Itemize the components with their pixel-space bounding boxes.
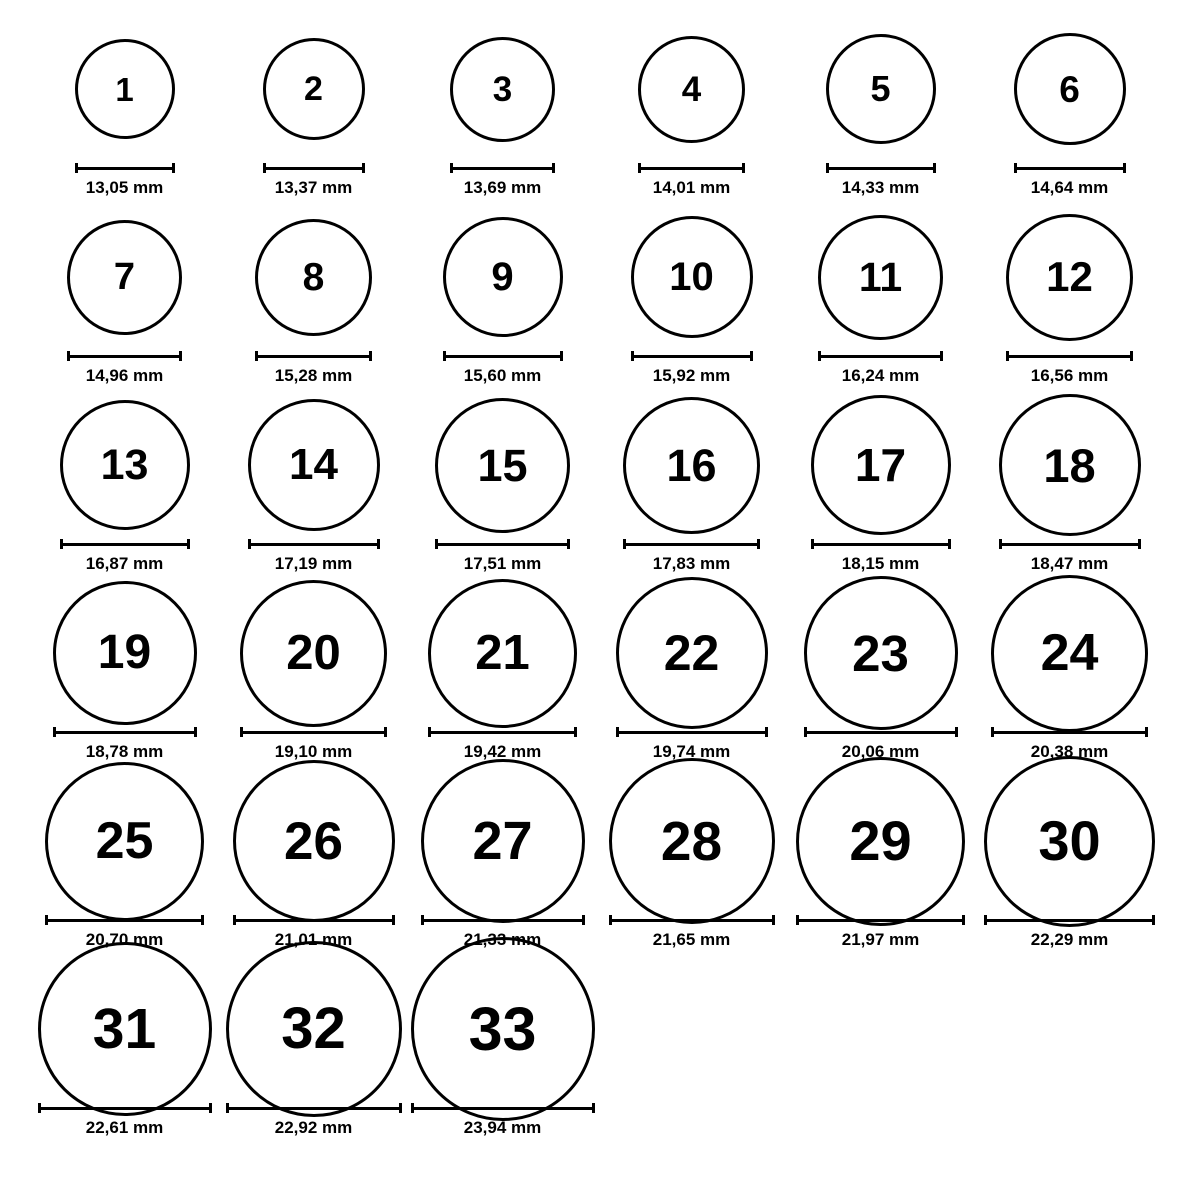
diameter-label: 22,29 mm xyxy=(1030,930,1109,949)
ring-circle-wrap xyxy=(38,958,212,1100)
ring-size-cell xyxy=(786,206,975,394)
ring-circle-wrap xyxy=(631,206,753,348)
diameter-label: 20,70 mm xyxy=(85,930,164,949)
ring-size-number: 5 xyxy=(870,68,891,109)
ring-size-number: 12 xyxy=(1046,253,1093,300)
diameter-label: 21,33 mm xyxy=(463,930,542,949)
measure-bar-line xyxy=(991,727,1148,737)
ring-size-cell xyxy=(219,770,408,958)
diameter-label: 17,83 mm xyxy=(652,554,731,573)
ring-circle xyxy=(999,394,1141,536)
ring-circle-wrap xyxy=(435,394,570,536)
ring-size-cell xyxy=(597,582,786,770)
ring-circle xyxy=(804,576,958,730)
ring-circle-wrap xyxy=(991,582,1148,724)
ring-circle-wrap xyxy=(263,18,365,160)
ring-circle-wrap xyxy=(233,770,395,912)
ring-circle xyxy=(818,215,943,340)
diameter-measure-bar xyxy=(240,726,387,738)
ring-circle-wrap xyxy=(984,770,1155,912)
ring-size-number: 29 xyxy=(849,809,912,872)
measure-bar-line xyxy=(984,915,1155,925)
measure-bar-line xyxy=(421,915,585,925)
measure-bar-line xyxy=(796,915,965,925)
ring-size-number: 15 xyxy=(477,439,528,491)
ring-size-number: 8 xyxy=(302,255,325,299)
ring-circle xyxy=(38,942,212,1116)
ring-size-cell xyxy=(408,958,597,1146)
ring-circle-wrap xyxy=(1006,206,1133,348)
measure-bar-line xyxy=(45,915,204,925)
ring-circle-wrap xyxy=(616,582,768,724)
diameter-label: 19,74 mm xyxy=(652,742,731,761)
measure-bar-line xyxy=(1006,351,1133,361)
measure-bar-line xyxy=(67,351,182,361)
diameter-measure-bar xyxy=(53,726,197,738)
ring-circle xyxy=(631,216,753,338)
ring-circle-wrap xyxy=(421,770,585,912)
ring-size-cell xyxy=(597,394,786,582)
ring-size-number: 3 xyxy=(492,69,513,109)
diameter-measure-bar xyxy=(248,538,380,550)
ring-size-number: 31 xyxy=(92,996,157,1061)
measure-bar-line xyxy=(233,915,395,925)
ring-circle-wrap xyxy=(53,582,197,724)
ring-circle-wrap xyxy=(75,18,175,160)
ring-size-number: 28 xyxy=(660,809,723,872)
ring-circle xyxy=(623,397,760,534)
ring-size-cell xyxy=(786,770,975,958)
measure-bar-line xyxy=(60,539,190,549)
ring-size-cell xyxy=(597,770,786,958)
measure-bar-line xyxy=(623,539,760,549)
diameter-label: 15,92 mm xyxy=(652,366,731,385)
ring-size-cell xyxy=(975,206,1164,394)
ring-size-cell xyxy=(408,18,597,206)
ring-circle xyxy=(233,760,395,922)
diameter-measure-bar xyxy=(796,914,965,926)
ring-size-cell xyxy=(30,206,219,394)
ring-circle xyxy=(1006,214,1133,341)
diameter-measure-bar xyxy=(999,538,1141,550)
diameter-label: 15,60 mm xyxy=(463,366,542,385)
ring-circle-wrap xyxy=(811,394,951,536)
diameter-label: 13,05 mm xyxy=(85,178,164,197)
ring-circle-wrap xyxy=(826,18,936,160)
ring-circle-wrap xyxy=(45,770,204,912)
ring-circle xyxy=(53,581,197,725)
measure-bar-line xyxy=(248,539,380,549)
ring-size-cell xyxy=(408,582,597,770)
ring-circle-wrap xyxy=(623,394,760,536)
measure-bar-line xyxy=(263,163,365,173)
diameter-label: 18,15 mm xyxy=(841,554,920,573)
ring-size-cell xyxy=(219,394,408,582)
ring-circle xyxy=(45,762,204,921)
ring-size-number: 16 xyxy=(666,439,717,491)
diameter-measure-bar xyxy=(233,914,395,926)
ring-circle-wrap xyxy=(67,206,182,348)
ring-size-cell xyxy=(786,582,975,770)
diameter-measure-bar xyxy=(428,726,577,738)
diameter-measure-bar xyxy=(38,1102,212,1114)
ring-circle xyxy=(75,39,175,139)
ring-size-cell xyxy=(219,206,408,394)
diameter-measure-bar xyxy=(638,162,745,174)
ring-circle-wrap xyxy=(255,206,372,348)
diameter-label: 13,37 mm xyxy=(274,178,353,197)
diameter-measure-bar xyxy=(609,914,775,926)
ring-circle xyxy=(811,395,951,535)
diameter-measure-bar xyxy=(818,350,943,362)
measure-bar-line xyxy=(1014,163,1126,173)
ring-circle xyxy=(411,937,595,1121)
ring-size-number: 25 xyxy=(95,812,154,870)
ring-size-cell xyxy=(597,206,786,394)
measure-bar-line xyxy=(999,539,1141,549)
ring-circle-wrap xyxy=(609,770,775,912)
diameter-measure-bar xyxy=(443,350,563,362)
ring-size-number: 11 xyxy=(858,253,903,300)
diameter-measure-bar xyxy=(411,1102,595,1114)
ring-size-number: 13 xyxy=(100,440,149,489)
diameter-measure-bar xyxy=(631,350,753,362)
ring-size-number: 20 xyxy=(286,625,341,680)
ring-size-number: 32 xyxy=(281,996,346,1061)
ring-size-number: 30 xyxy=(1038,809,1101,872)
ring-size-number: 22 xyxy=(663,625,720,681)
ring-size-cell xyxy=(219,958,408,1146)
ring-circle xyxy=(826,34,936,144)
diameter-label: 16,87 mm xyxy=(85,554,164,573)
measure-bar-line xyxy=(609,915,775,925)
ring-size-cell xyxy=(30,958,219,1146)
diameter-measure-bar xyxy=(1006,350,1133,362)
ring-circle xyxy=(609,758,775,924)
ring-circle-wrap xyxy=(804,582,958,724)
ring-circle-wrap xyxy=(60,394,190,536)
ring-circle-wrap xyxy=(240,582,387,724)
ring-circle-wrap xyxy=(450,18,555,160)
diameter-measure-bar xyxy=(623,538,760,550)
ring-size-cell xyxy=(975,770,1164,958)
diameter-label: 17,51 mm xyxy=(463,554,542,573)
diameter-measure-bar xyxy=(67,350,182,362)
ring-circle xyxy=(796,757,965,926)
measure-bar-line xyxy=(616,727,768,737)
diameter-label: 20,38 mm xyxy=(1030,742,1109,761)
ring-size-cell xyxy=(30,18,219,206)
ring-size-number: 6 xyxy=(1059,68,1080,110)
measure-bar-line xyxy=(811,539,951,549)
ring-size-number: 24 xyxy=(1040,624,1099,682)
measure-bar-line xyxy=(53,727,197,737)
diameter-label: 15,28 mm xyxy=(274,366,353,385)
diameter-label: 22,92 mm xyxy=(274,1118,353,1137)
ring-circle-wrap xyxy=(999,394,1141,536)
ring-size-cell xyxy=(975,18,1164,206)
diameter-measure-bar xyxy=(45,914,204,926)
ring-size-cell xyxy=(597,18,786,206)
diameter-measure-bar xyxy=(263,162,365,174)
ring-size-number: 19 xyxy=(97,626,152,679)
ring-size-number: 18 xyxy=(1043,438,1096,492)
ring-circle-wrap xyxy=(796,770,965,912)
ring-circle xyxy=(1014,33,1126,145)
ring-circle-wrap xyxy=(818,206,943,348)
diameter-label: 18,78 mm xyxy=(85,742,164,761)
ring-size-number: 14 xyxy=(289,440,338,489)
diameter-label: 14,01 mm xyxy=(652,178,731,197)
ring-size-cell xyxy=(30,582,219,770)
ring-size-number: 1 xyxy=(115,70,134,108)
ring-circle-wrap xyxy=(226,958,402,1100)
ring-size-cell xyxy=(975,582,1164,770)
ring-size-cell xyxy=(786,18,975,206)
diameter-measure-bar xyxy=(60,538,190,550)
diameter-label: 16,24 mm xyxy=(841,366,920,385)
measure-bar-line xyxy=(38,1103,212,1113)
ring-circle xyxy=(248,399,380,531)
measure-bar-line xyxy=(428,727,577,737)
ring-circle xyxy=(421,759,585,923)
ring-size-number: 33 xyxy=(468,994,537,1063)
diameter-measure-bar xyxy=(255,350,372,362)
ring-size-number: 9 xyxy=(491,255,514,299)
diameter-measure-bar xyxy=(811,538,951,550)
ring-size-number: 4 xyxy=(681,69,702,109)
diameter-label: 16,56 mm xyxy=(1030,366,1109,385)
diameter-measure-bar xyxy=(421,914,585,926)
ring-size-cell xyxy=(408,770,597,958)
ring-circle xyxy=(450,37,555,142)
diameter-measure-bar xyxy=(826,162,936,174)
measure-bar-line xyxy=(411,1103,595,1113)
ring-size-cell xyxy=(219,18,408,206)
diameter-measure-bar xyxy=(984,914,1155,926)
ring-circle xyxy=(240,580,387,727)
ring-circle xyxy=(638,36,745,143)
ring-size-grid xyxy=(0,18,1200,1146)
ring-circle-wrap xyxy=(411,958,595,1100)
diameter-label: 14,96 mm xyxy=(85,366,164,385)
diameter-measure-bar xyxy=(991,726,1148,738)
ring-size-number: 17 xyxy=(854,439,907,491)
diameter-label: 21,97 mm xyxy=(841,930,920,949)
diameter-measure-bar xyxy=(450,162,555,174)
ring-circle xyxy=(255,219,372,336)
ring-circle xyxy=(263,38,365,140)
measure-bar-line xyxy=(226,1103,402,1113)
ring-circle xyxy=(984,756,1155,927)
diameter-measure-bar xyxy=(226,1102,402,1114)
ring-size-number: 26 xyxy=(284,811,343,871)
ring-circle xyxy=(67,220,182,335)
ring-size-number: 2 xyxy=(304,70,323,108)
diameter-label: 21,01 mm xyxy=(274,930,353,949)
diameter-label: 20,06 mm xyxy=(841,742,920,761)
diameter-label: 22,61 mm xyxy=(85,1118,164,1137)
ring-size-number: 10 xyxy=(669,255,714,299)
ring-size-cell xyxy=(975,394,1164,582)
measure-bar-line xyxy=(435,539,570,549)
ring-size-cell xyxy=(408,394,597,582)
diameter-label: 14,64 mm xyxy=(1030,178,1109,197)
ring-size-number: 27 xyxy=(472,811,533,871)
ring-circle-wrap xyxy=(443,206,563,348)
diameter-label: 14,33 mm xyxy=(841,178,920,197)
ring-circle-wrap xyxy=(1014,18,1126,160)
measure-bar-line xyxy=(450,163,555,173)
ring-circle xyxy=(226,941,402,1117)
ring-size-cell xyxy=(30,770,219,958)
ring-size-cell xyxy=(219,582,408,770)
measure-bar-line xyxy=(443,351,563,361)
ring-circle xyxy=(428,579,577,728)
ring-size-cell xyxy=(408,206,597,394)
measure-bar-line xyxy=(240,727,387,737)
diameter-label: 18,47 mm xyxy=(1030,554,1109,573)
diameter-label: 19,10 mm xyxy=(274,742,353,761)
ring-circle-wrap xyxy=(428,582,577,724)
ring-size-number: 21 xyxy=(475,625,530,680)
diameter-label: 23,94 mm xyxy=(463,1118,542,1137)
ring-size-number: 23 xyxy=(852,624,909,682)
ring-circle xyxy=(991,575,1148,732)
diameter-label: 21,65 mm xyxy=(652,930,731,949)
ring-circle-wrap xyxy=(638,18,745,160)
diameter-measure-bar xyxy=(435,538,570,550)
measure-bar-line xyxy=(638,163,745,173)
measure-bar-line xyxy=(818,351,943,361)
measure-bar-line xyxy=(631,351,753,361)
ring-circle-wrap xyxy=(248,394,380,536)
measure-bar-line xyxy=(255,351,372,361)
ring-circle xyxy=(616,577,768,729)
ring-circle xyxy=(60,400,190,530)
diameter-measure-bar xyxy=(804,726,958,738)
diameter-measure-bar xyxy=(1014,162,1126,174)
diameter-label: 17,19 mm xyxy=(274,554,353,573)
ring-size-number: 7 xyxy=(113,256,136,298)
measure-bar-line xyxy=(75,163,175,173)
measure-bar-line xyxy=(826,163,936,173)
ring-circle xyxy=(435,398,570,533)
ring-circle xyxy=(443,217,563,337)
diameter-label: 13,69 mm xyxy=(463,178,542,197)
ring-size-cell xyxy=(30,394,219,582)
diameter-label: 19,42 mm xyxy=(463,742,542,761)
ring-size-cell xyxy=(786,394,975,582)
diameter-measure-bar xyxy=(616,726,768,738)
diameter-measure-bar xyxy=(75,162,175,174)
measure-bar-line xyxy=(804,727,958,737)
